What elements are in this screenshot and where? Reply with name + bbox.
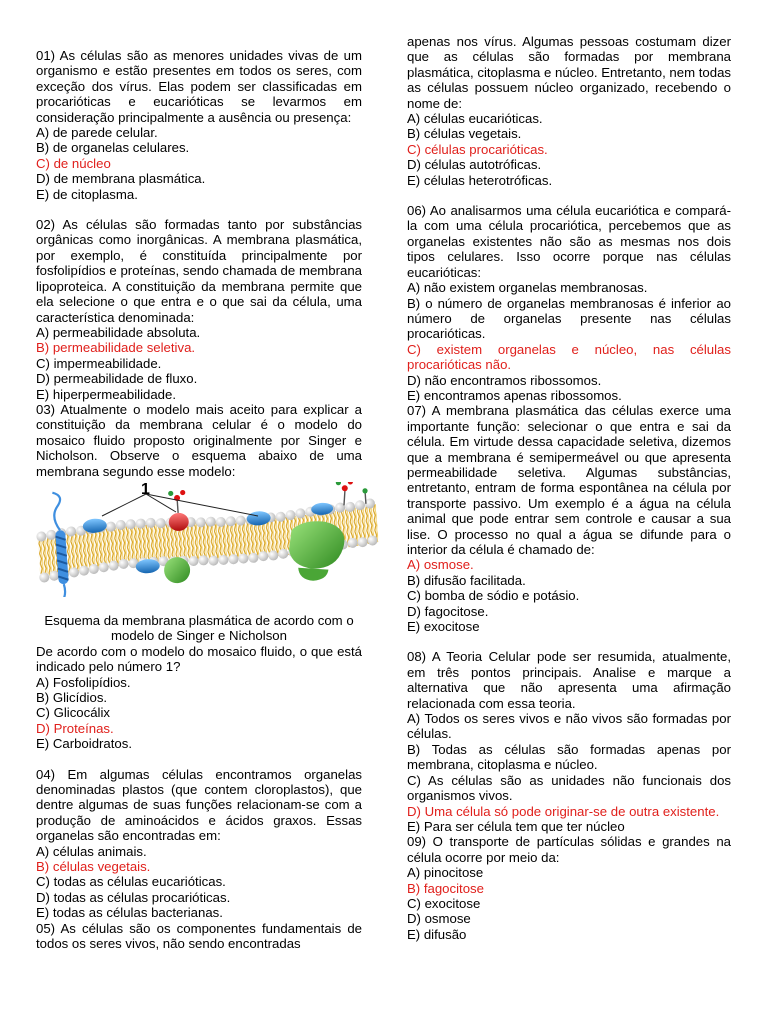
q04-option-b-answer: B) células vegetais. [36, 859, 151, 875]
question-04 [36, 767, 362, 921]
question-03-question: De acordo com o modelo do mosaico fluido, o que está indicado pelo número 1? [36, 643, 362, 675]
q07-option-c: C) bomba de sódio e potásio. [407, 588, 580, 604]
question-07 [407, 403, 731, 634]
question-03-text: 03) Atualmente o modelo mais aceito para explicar a constituição da membrana celular é o modelo do mosaico fluido proposto originalmente por Singer e Nicholson. Observe o esquema abaixo de uma membrana segundo esse modelo: [36, 401, 362, 479]
q04-option-e: E) todas as células bacterianas. [36, 905, 223, 921]
q04-option-a: A) células animais. [36, 843, 147, 859]
q03-option-d-answer: D) Proteínas. [36, 720, 114, 736]
q02-option-b-answer: B) permeabilidade seletiva. [36, 340, 196, 356]
figure-caption: Esquema da membrana plasmática de acordo com o modelo de Singer e Nicholson [44, 612, 354, 644]
question-01-text: 01) As células são as menores unidades vivas de um organismo e estão presentes em todos os seres, com exceção dos vírus. Elas podem ser classificadas em procarióticas e eucarióticas se levarmos em consideração principalmente a ausência ou presença: [36, 48, 362, 125]
q09-option-c: C) exocitose [407, 895, 481, 911]
question-02 [36, 217, 362, 402]
left-column [36, 48, 362, 952]
q07-option-b: B) difusão facilitada. [407, 572, 526, 588]
question-04-text: 04) Em algumas células encontramos organelas denominadas plastos (que contem cloroplastos), que dentre algumas de suas funções relacionam-se com a produção de aminoácidos e ácidos graxos. Essas organelas são encontradas em: [36, 766, 362, 844]
q09-option-d: D) osmose [407, 911, 471, 927]
question-09 [407, 834, 731, 942]
q06-option-b: B) o número de organelas membranosas é inferior ao número de organelas presente nas células procarióticas. [407, 295, 731, 342]
q08-option-e: E) Para ser célula tem que ter núcleo [407, 818, 625, 834]
q07-option-e: E) exocitose [407, 619, 480, 635]
q02-option-e: E) hiperpermeabilidade. [36, 386, 177, 402]
membrane-diagram [34, 482, 380, 597]
q03-option-a: A) Fosfolipídios. [36, 674, 131, 690]
q08-option-c: C) As células são as unidades não funcionais dos organismos vivos. [407, 772, 731, 804]
q08-option-b: B) Todas as células são formadas apenas por membrana, citoplasma e núcleo. [407, 741, 731, 773]
q05-option-d: D) células autotróficas. [407, 157, 542, 173]
q04-option-d: D) todas as células procarióticas. [36, 889, 231, 905]
q06-option-e: E) encontramos apenas ribossomos. [407, 387, 622, 403]
q01-option-a: A) de parede celular. [36, 125, 158, 141]
question-02-text: 02) As células são formadas tanto por substâncias orgânicas como inorgânicas. A membrana plasmática, por exemplo, é constituída principalmente por fosfolipídios e proteínas, sendo chamada de membrana lipoproteica. A constituição da membrana permite que ela selecione o que entra e o que sai da célula, uma característica denominada: [36, 217, 362, 325]
q01-option-c-answer: C) de núcleo [36, 155, 111, 171]
question-05-text-continued: apenas nos vírus. Algumas pessoas costumam dizer que as células são formadas por membrana plasmática, citoplasma e núcleo. Entretanto, nem todas as células possuem núcleo organizado, recebendo o nome de: [407, 34, 732, 111]
q01-option-d: D) de membrana plasmática. [36, 171, 206, 187]
q02-option-d: D) permeabilidade de fluxo. [36, 371, 198, 387]
question-05-text-start: 05) As células são os componentes fundamentais de todos os seres vivos, não sendo encontradas [36, 920, 362, 952]
q09-option-a: A) pinocitose [407, 865, 484, 881]
question-08-text: 08) A Teoria Celular pode ser resumida, atualmente, em três pontos principais. Analise e marque a alternativa que não apresenta uma afirmação relacionada com essa teoria. [407, 649, 731, 711]
q01-option-e: E) de citoplasma. [36, 186, 138, 202]
q03-option-e: E) Carboidratos. [36, 736, 133, 752]
q03-option-b: B) Glicídios. [36, 690, 108, 705]
label-1-pointers [102, 494, 258, 516]
membrane-illustration [34, 482, 380, 597]
q09-option-e: E) difusão [407, 926, 467, 942]
question-07-text: 07) A membrana plasmática das células exerce uma importante função: selecionar o que entra e sai da célula. Em virtude dessa capacidade seletiva, dizemos que a membrana é semipermeável ou que apresenta permeabilidade seletiva. Algumas substâncias, entretanto, entram de forma espontânea na célula por transporte passivo. Um exemplo é a água na célula animal que pode entrar sem controle e causar a sua lise. O processo no qual a água se difunde para o interior da célula é chamado de: [407, 403, 731, 557]
question-03 [36, 402, 362, 752]
right-column [407, 34, 731, 942]
q06-option-d: D) não encontramos ribossomos. [407, 372, 602, 388]
q02-option-c: C) impermeabilidade. [36, 355, 162, 371]
q06-option-c-answer: C) existem organelas e núcleo, nas células procarióticas não. [407, 341, 731, 373]
question-06 [407, 203, 731, 403]
q07-option-a-answer: A) osmose. [407, 557, 474, 573]
question-09-text: 09) O transporte de partículas sólidas e grandes na célula ocorre por meio da: [407, 834, 731, 865]
q05-option-b: B) células vegetais. [407, 126, 522, 142]
question-01 [36, 48, 362, 202]
question-06-text: 06) Ao analisarmos uma célula eucariótica e compará-la com uma célula procariótica, percebemos que as organelas existentes não são as mesmas nos dois tipos celulares. Isso ocorre porque nas células eucarióticas: [407, 203, 731, 280]
q06-option-a: A) não existem organelas membranosas. [407, 280, 648, 296]
q05-option-c-answer: C) células procarióticas. [407, 141, 548, 157]
q08-option-d-answer: D) Uma célula só pode originar-se de outra existente. [407, 803, 720, 819]
q08-option-a: A) Todos os seres vivos e não vivos são formadas por células. [407, 711, 731, 742]
question-05 [407, 34, 731, 188]
q02-option-a: A) permeabilidade absoluta. [36, 324, 201, 340]
q07-option-d: D) fagocitose. [407, 603, 489, 619]
figure-label-1: 1 [141, 481, 150, 498]
q05-option-e: E) células heterotróficas. [407, 172, 553, 188]
q09-option-b-answer: B) fagocitose [407, 880, 484, 896]
question-08 [407, 649, 731, 834]
q01-option-b: B) de organelas celulares. [36, 140, 190, 156]
q04-option-c: C) todas as células eucarióticas. [36, 874, 226, 890]
q03-option-c: C) Glicocálix [36, 705, 111, 721]
q05-option-a: A) células eucarióticas. [407, 111, 543, 127]
